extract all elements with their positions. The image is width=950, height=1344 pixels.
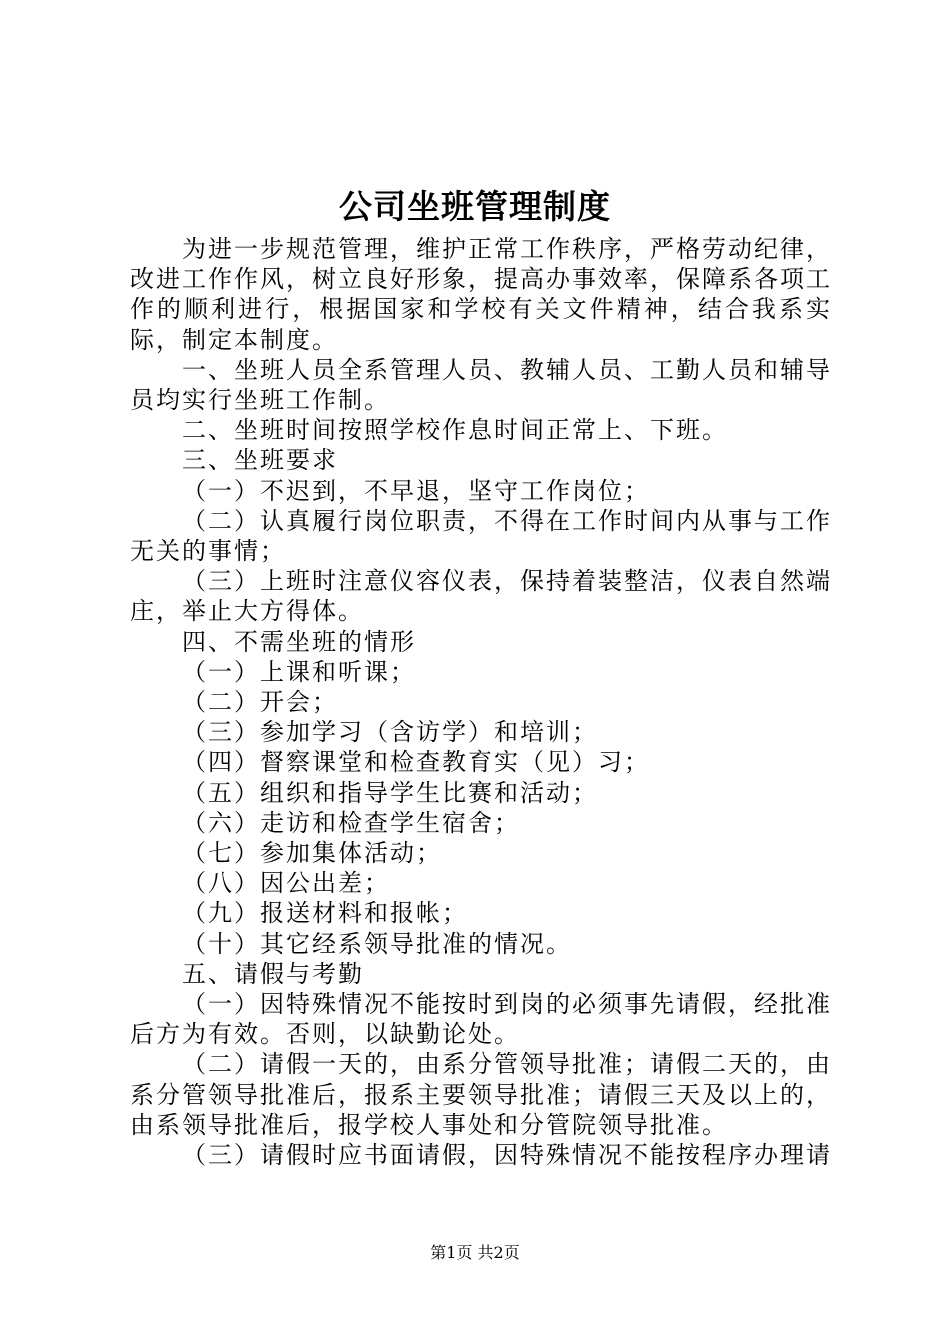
- list-item: （一）因特殊情况不能按时到岗的必须事先请假，经批准后方为有效。否则，以缺勤论处。: [130, 990, 832, 1049]
- list-item: （二）请假一天的，由系分管领导批准；请假二天的，由系分管领导批准后，报系主要领导批准；请假三天及以上的，由系领导批准后，报学校人事处和分管院领导批准。: [130, 1050, 832, 1139]
- document-title: 公司坐班管理制度: [339, 187, 611, 226]
- paragraph: 二、坐班时间按照学校作息时间正常上、下班。: [182, 416, 728, 445]
- document-body: [130, 234, 832, 1170]
- list-item: （二）认真履行岗位职责，不得在工作时间内从事与工作无关的事情；: [130, 506, 832, 566]
- list-item: （九）报送材料和报帐；: [182, 899, 468, 928]
- page-footer: 第1页 共2页: [430, 1243, 520, 1262]
- paragraph: 一、坐班人员全系管理人员、教辅人员、工勤人员和辅导员均实行坐班工作制。: [130, 355, 832, 415]
- list-item: （三）请假时应书面请假，因特殊情况不能按程序办理请: [182, 1141, 832, 1170]
- list-item: （五）组织和指导学生比赛和活动；: [182, 778, 598, 807]
- list-item: （三）上班时注意仪容仪表，保持着装整洁，仪表自然端庄，举止大方得体。: [130, 567, 832, 626]
- section-heading: 四、不需坐班的情形: [182, 627, 416, 656]
- list-item: （一）不迟到，不早退，坚守工作岗位；: [182, 476, 650, 505]
- paragraph: 为进一步规范管理，维护正常工作秩序，严格劳动纪律，改进工作作风，树立良好形象，提高办事效率，保障系各项工作的顺利进行，根据国家和学校有关文件精神，结合我系实际，制定本制度。: [130, 235, 832, 354]
- section-heading: 三、坐班要求: [182, 446, 338, 475]
- list-item: （二）开会；: [182, 688, 338, 717]
- list-item: （八）因公出差；: [182, 869, 390, 898]
- list-item: （六）走访和检查学生宿舍；: [182, 808, 520, 837]
- list-item: （三）参加学习（含访学）和培训；: [182, 718, 598, 747]
- section-heading: 五、请假与考勤: [182, 959, 364, 988]
- list-item: （四）督察课堂和检查教育实（见）习；: [182, 748, 650, 777]
- list-item: （七）参加集体活动；: [182, 839, 442, 868]
- list-item: （一）上课和听课；: [182, 657, 416, 686]
- list-item: （十）其它经系领导批准的情况。: [182, 929, 572, 958]
